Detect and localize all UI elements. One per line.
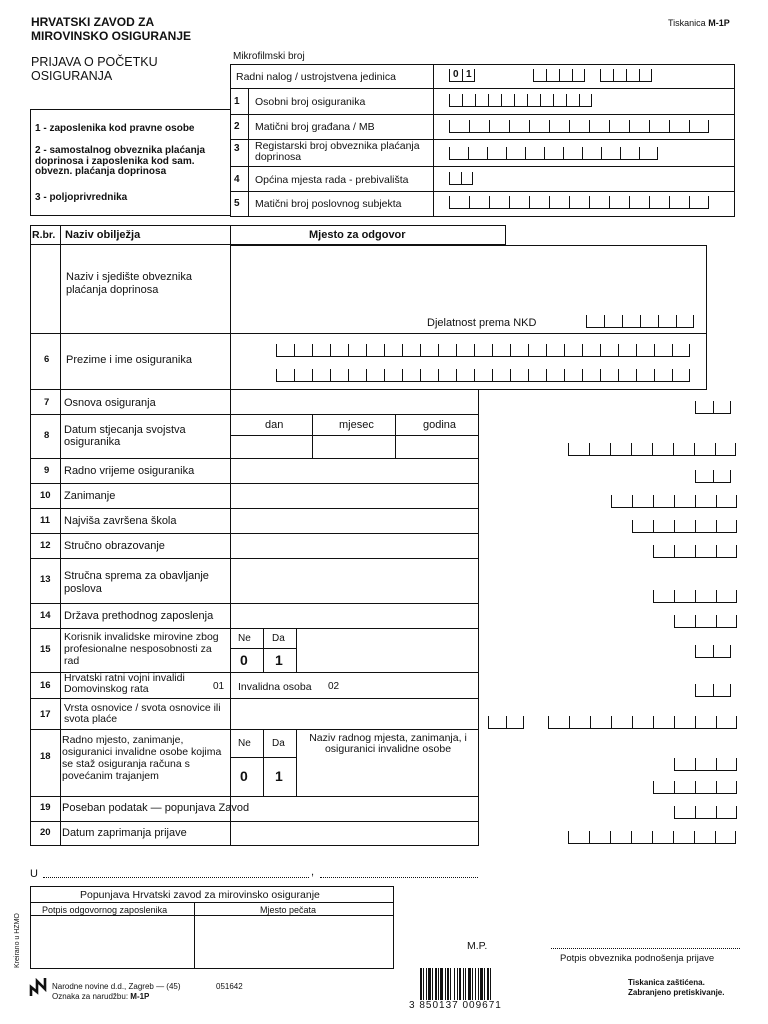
id-row-label-mb: Matični broj građana / MB [255, 121, 375, 133]
work-order-prefix: 0 1 [449, 69, 475, 82]
row-10-label: Zanimanje [64, 490, 116, 502]
hzmo-box-title: Popunjava Hrvatski zavod za mirovinsko osiguranje [80, 889, 320, 901]
barcode [409, 968, 522, 1011]
publisher-line: Narodne novine d.d., Zagreb — (45) [52, 982, 181, 991]
row-19-label: Poseban podatak — popunjava Zavod [62, 802, 250, 814]
microfilm-label: Mikrofilmski broj [233, 51, 305, 62]
mp-label: M.P. [467, 940, 488, 952]
barcode-bar [484, 968, 485, 1000]
barcode-bar [472, 968, 473, 1000]
col-answer: Mjesto za odgovor [309, 229, 406, 241]
barcode-bars [418, 968, 522, 1000]
print-code: 051642 [216, 982, 243, 991]
id-row-label-registry: Registarski broj obveznika plaćanja doprinosa [255, 140, 420, 163]
category-3[interactable]: 3 - poljoprivrednika [35, 192, 128, 203]
date-day-label: dan [265, 419, 284, 431]
row-17-base-type-input[interactable] [488, 716, 524, 729]
protected-line1: Tiskanica zaštićena. [628, 978, 705, 987]
stamp-label: Mjesto pečata [260, 905, 317, 915]
col-name: Naziv obilježja [65, 229, 141, 241]
row-12-input[interactable] [653, 545, 737, 558]
place-prefix: U [30, 868, 38, 880]
row-15-input[interactable] [695, 645, 731, 658]
row-10-input[interactable] [611, 495, 737, 508]
form-code: Tiskanica M-1P [668, 18, 730, 28]
barcode-bar [465, 968, 466, 1000]
row-11-label: Najviša završena škola [64, 515, 177, 527]
row-16-label: Hrvatski ratni vojni invalidi Domovinskog rata [64, 672, 185, 695]
barcode-bar [480, 968, 483, 1000]
row-18-label: Radno mjesto, zanimanje, osiguranici invalidne osobe kojima se staž osiguranja računa s povećanim trajanjem [62, 734, 222, 782]
business-number-input[interactable] [449, 196, 709, 209]
row-20-label: Datum zaprimanja prijave [62, 827, 187, 839]
surname-input[interactable] [276, 344, 690, 357]
row-12-label: Stručno obrazovanje [64, 540, 165, 552]
firstname-input[interactable] [276, 369, 690, 382]
id-row-label-business-no: Matični broj poslovnog subjekta [255, 198, 402, 210]
row-14-label: Država prethodnog zaposlenja [64, 610, 214, 622]
institution-name-line2: MIROVINSKO OSIGURANJE [31, 29, 192, 43]
barcode-bar [478, 968, 479, 1000]
row-6-label: Prezime i ime osiguranika [66, 354, 192, 366]
id-row-label-municipality: Općina mjesta rada - prebivališta [255, 174, 409, 186]
barcode-bar [487, 968, 489, 1000]
form-title-line2: OSIGURANJA [31, 69, 113, 83]
barcode-bar [468, 968, 471, 1000]
form-title-line1: PRIJAVA O POČETKU [31, 55, 158, 69]
row-16-code-1: 01 [213, 681, 225, 692]
row-13-input[interactable] [653, 590, 737, 603]
barcode-bar [445, 968, 446, 1000]
barcode-bar [438, 968, 439, 1000]
col-rbr: R.br. [32, 229, 56, 241]
row-9-input[interactable] [695, 470, 731, 483]
row-15-no-label: Ne [238, 633, 251, 644]
protected-line2: Zabranjeno pretiskivanje. [628, 988, 725, 997]
row-payer-label: Naziv i sjedište obveznika plaćanja doprinosa [66, 271, 192, 296]
row-13-label: Stručna sprema za obavljanje poslova [64, 570, 209, 595]
row-17-amount-input[interactable] [548, 716, 737, 729]
signature-label: Potpis odgovornog zaposlenika [42, 905, 168, 915]
row-18-yes-value[interactable]: 1 [275, 768, 283, 784]
row-7-label: Osnova osiguranja [64, 397, 156, 409]
row-15-label: Korisnik invalidske mirovine zbog profesionalne nesposobnosti za rad [64, 631, 219, 667]
row-18-note: Naziv radnog mjesta, zanimanja, i osiguranici invalidne osobe [309, 732, 467, 755]
institution-name-line1: HRVATSKI ZAVOD ZA [31, 15, 155, 29]
date-line[interactable] [320, 877, 478, 878]
barcode-bar [432, 968, 433, 1000]
municipality-input[interactable] [449, 172, 473, 185]
row-16-option-2: Invalidna osoba [238, 681, 312, 693]
row-16-input[interactable] [695, 684, 731, 697]
barcode-bar [459, 968, 461, 1000]
row-15-yes-value[interactable]: 1 [275, 652, 283, 668]
row-15-no-value[interactable]: 0 [240, 652, 248, 668]
row-9-label: Radno vrijeme osiguranika [64, 465, 195, 477]
barcode-bar [420, 968, 422, 1000]
row-11-input[interactable] [632, 520, 737, 533]
org-unit-input[interactable] [600, 69, 652, 82]
row-18-no-value[interactable]: 0 [240, 768, 248, 784]
barcode-bar [490, 968, 491, 1000]
row-19-input[interactable] [674, 806, 737, 819]
citizen-id-input[interactable] [449, 120, 709, 133]
category-1[interactable]: 1 - zaposlenika kod pravne osobe [35, 123, 195, 134]
nkd-label: Djelatnost prema NKD [427, 317, 537, 329]
barcode-bar [428, 968, 431, 1000]
barcode-bar [457, 968, 458, 1000]
row-18-input-a[interactable] [674, 758, 737, 771]
registry-number-input[interactable] [449, 147, 658, 160]
row-20-date-input[interactable] [568, 831, 736, 844]
barcode-bar [475, 968, 476, 1000]
work-order-label: Radni nalog / ustrojstvena jedinica [236, 71, 396, 83]
id-row-label-personal-no: Osobni broj osiguranika [255, 96, 366, 108]
barcode-bar [447, 968, 449, 1000]
row-18-input-b[interactable] [653, 781, 737, 794]
barcode-bar [463, 968, 464, 1000]
place-separator: , [311, 866, 315, 878]
nkd-input[interactable] [586, 315, 694, 328]
work-order-input[interactable] [533, 69, 585, 82]
row-8-label: Datum stjecanja svojstva osiguranika [64, 424, 186, 448]
order-code-line: Oznaka za narudžbu: M-1P [52, 992, 150, 1001]
row-14-input[interactable] [674, 615, 737, 628]
row-18-no-label: Ne [238, 738, 251, 749]
barcode-bar [440, 968, 443, 1000]
barcode-bar [450, 968, 451, 1000]
row-16-code-2: 02 [328, 681, 340, 692]
row-18-yes-label: Da [272, 738, 285, 749]
place-line[interactable] [43, 877, 309, 878]
barcode-bar [454, 968, 455, 1000]
personal-number-input[interactable] [449, 94, 592, 107]
barcode-bar [423, 968, 424, 1000]
payer-signature-line[interactable] [551, 948, 740, 949]
row-8-date-input[interactable] [568, 443, 736, 456]
payer-signature-label: Potpis obveznika podnošenja prijave [560, 953, 715, 964]
barcode-bar [426, 968, 427, 1000]
date-year-label: godina [423, 419, 457, 431]
date-month-label: mjesec [339, 419, 374, 431]
category-2[interactable]: 2 - samostalnog obveznika plaćanja doprinosa i zaposlenika kod sam. obvezn. plaćanja doprinosa [35, 145, 206, 177]
barcode-number: 3 850137 009671 [409, 1000, 502, 1011]
row-15-yes-label: Da [272, 633, 285, 644]
created-in-hzmo: Kreirano u HZMO [14, 913, 21, 968]
row-17-label: Vrsta osnovice / svota osnovice ili svota plaće [64, 702, 221, 725]
barcode-bar [435, 968, 437, 1000]
publisher-logo-icon [29, 975, 47, 997]
row-7-input[interactable] [695, 401, 731, 414]
